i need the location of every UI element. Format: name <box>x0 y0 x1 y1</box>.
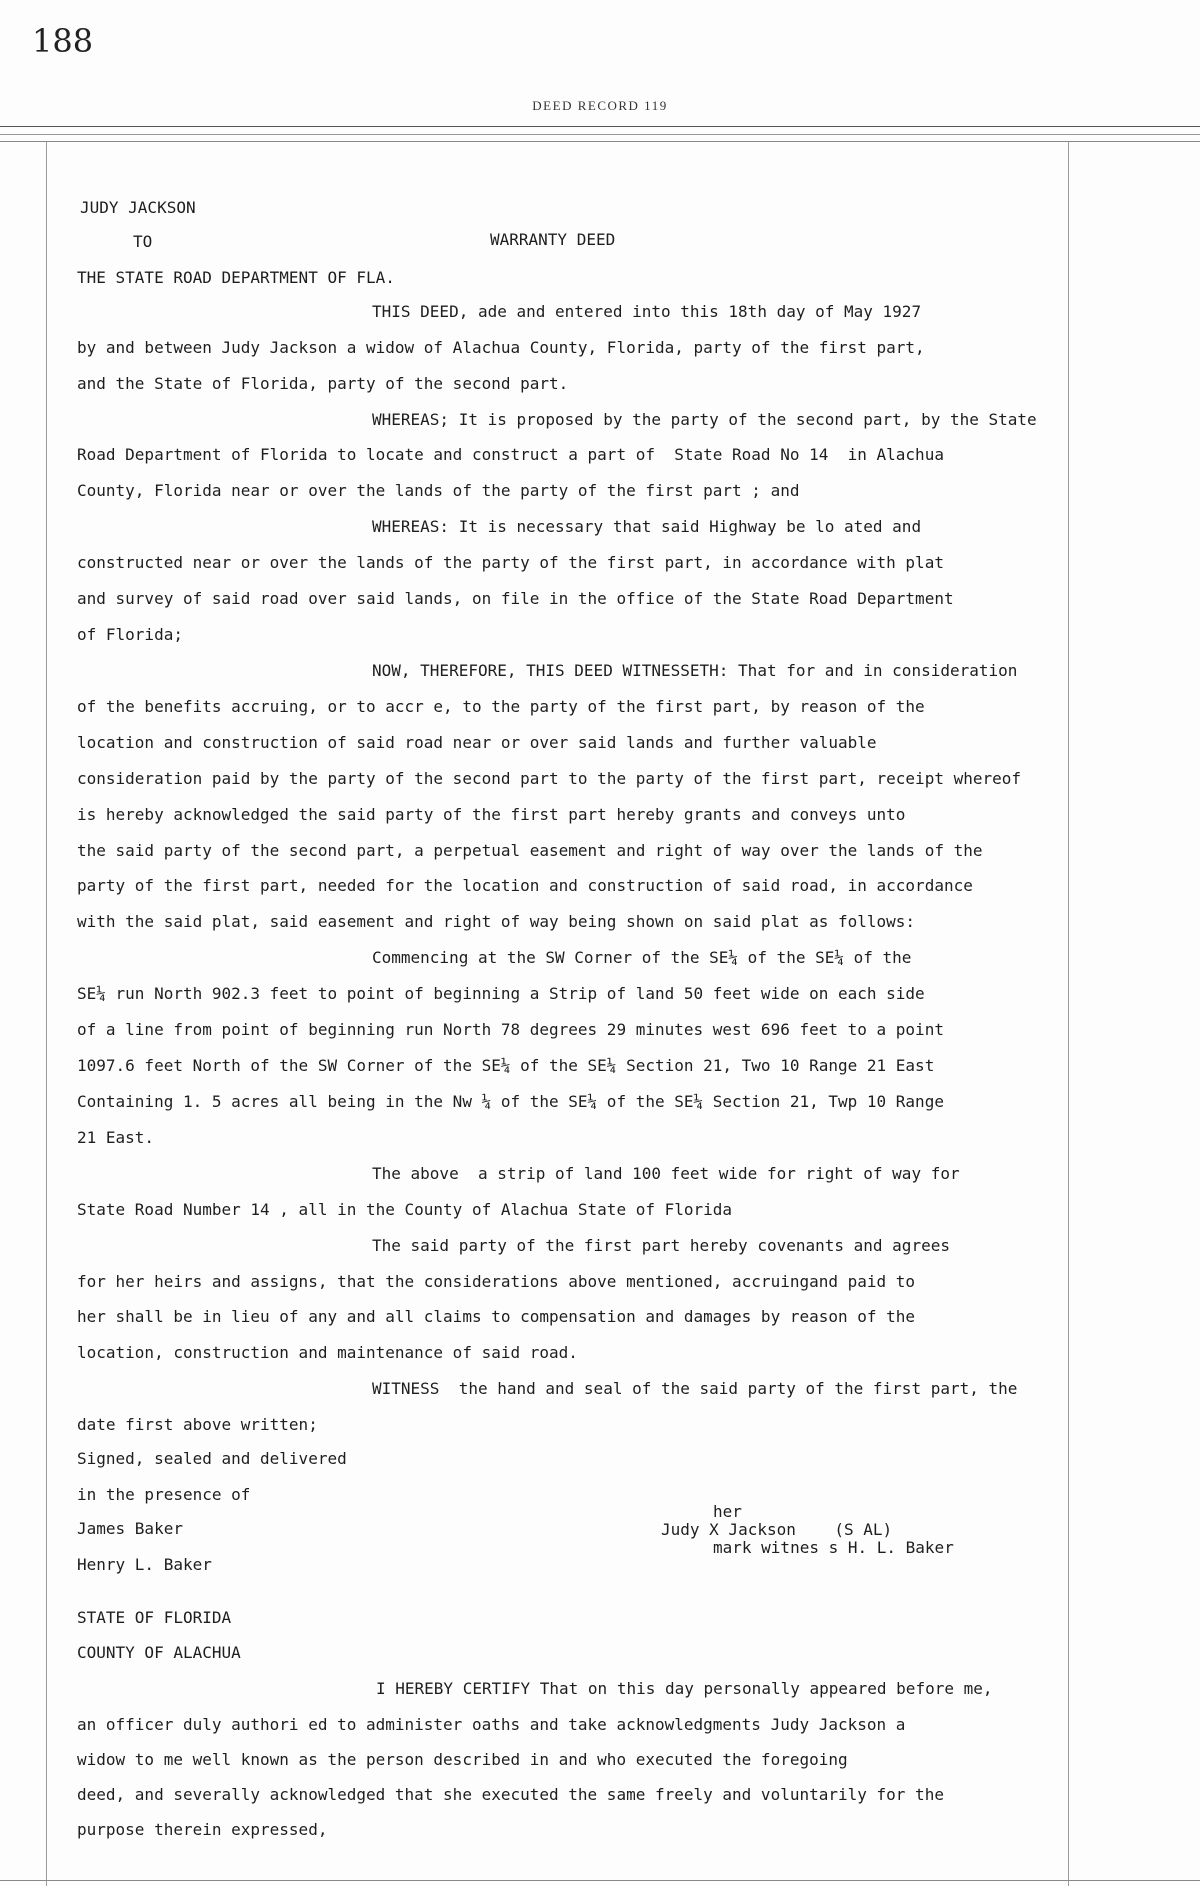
deed-line: and survey of said road over said lands, on file in the office of the State Road Department <box>77 589 954 608</box>
deed-line: consideration paid by the party of the second part to the party of the first part, receipt whereof <box>77 769 1022 788</box>
ack-line: an officer duly authori ed to administer oaths and take acknowledgments Judy Jackson a <box>77 1715 906 1734</box>
header-rule <box>0 141 1200 142</box>
deed-line: in the presence of <box>77 1485 251 1504</box>
deed-line: for her heirs and assigns, that the considerations above mentioned, accruingand paid to <box>77 1272 916 1291</box>
header-rule <box>0 126 1200 127</box>
deed-line: with the said plat, said easement and right of way being shown on said plat as follows: <box>77 912 916 931</box>
deed-line: and the State of Florida, party of the second part. <box>77 374 569 393</box>
deed-line: her shall be in lieu of any and all claims to compensation and damages by reason of the <box>77 1307 916 1326</box>
page-header: DEED RECORD 119 <box>532 98 668 113</box>
deed-line: by and between Judy Jackson a widow of Alachua County, Florida, party of the first part, <box>77 338 925 357</box>
deed-line: WHEREAS: It is necessary that said Highway be lo ated and <box>372 517 922 536</box>
deed-line: is hereby acknowledged the said party of the first part hereby grants and conveys unto <box>77 805 906 824</box>
grantor-name: JUDY JACKSON <box>80 198 196 217</box>
deed-line: Commencing at the SW Corner of the SE¼ of the SE¼ of the <box>372 948 912 967</box>
deed-line: The above a strip of land 100 feet wide for right of way for <box>372 1164 960 1183</box>
deed-title: WARRANTY DEED <box>490 230 616 249</box>
signature-her: her <box>713 1502 742 1521</box>
page-number: 188 <box>32 22 94 60</box>
deed-line: party of the first part, needed for the location and construction of said road, in accordance <box>77 876 973 895</box>
ack-line: widow to me well known as the person described in and who executed the foregoing <box>77 1750 848 1769</box>
deed-line: SE¼ run North 902.3 feet to point of beginning a Strip of land 50 feet wide on each side <box>77 984 925 1003</box>
deed-line: WHEREAS; It is proposed by the party of the second part, by the State <box>372 410 1037 429</box>
deed-line: 1097.6 feet North of the SW Corner of the SE¼ of the SE¼ Section 21, Two 10 Range 21 East <box>77 1056 935 1075</box>
deed-line: of Florida; <box>77 625 183 644</box>
ack-line: I HEREBY CERTIFY That on this day personally appeared before me, <box>376 1679 993 1698</box>
deed-line: constructed near or over the lands of the party of the first part, in accordance with plat <box>77 553 944 572</box>
witness-name: James Baker <box>77 1519 183 1538</box>
deed-line: of the benefits accruing, or to accr e, to the party of the first part, by reason of the <box>77 697 925 716</box>
deed-line: THIS DEED, ade and entered into this 18th day of May 1927 <box>372 302 922 321</box>
ack-line: deed, and severally acknowledged that she executed the same freely and voluntarily for the <box>77 1785 944 1804</box>
deed-line: the said party of the second part, a perpetual easement and right of way over the lands of the <box>77 841 983 860</box>
deed-line: WITNESS the hand and seal of the said party of the first part, the <box>372 1379 1018 1398</box>
ack-line: purpose therein expressed, <box>77 1820 328 1839</box>
signature-mark: mark witnes s H. L. Baker <box>713 1538 954 1557</box>
deed-line: date first above written; <box>77 1415 318 1434</box>
footer-rule <box>0 1880 1200 1881</box>
deed-line: 21 East. <box>77 1128 155 1147</box>
grantee-name: THE STATE ROAD DEPARTMENT OF FLA. <box>77 268 395 287</box>
witness-name: Henry L. Baker <box>77 1555 212 1574</box>
deed-line: The said party of the first part hereby covenants and agrees <box>372 1236 950 1255</box>
signature-name: Judy X Jackson (S AL) <box>661 1520 893 1539</box>
deed-line: location and construction of said road near or over said lands and further valuable <box>77 733 877 752</box>
left-margin-line <box>46 142 47 1886</box>
to-label: TO <box>133 232 153 251</box>
deed-line: NOW, THEREFORE, THIS DEED WITNESSETH: That for and in consideration <box>372 661 1018 680</box>
header-rule <box>0 134 1200 135</box>
deed-line: County, Florida near or over the lands of the party of the first part ; and <box>77 481 800 500</box>
deed-line: Signed, sealed and delivered <box>77 1449 347 1468</box>
deed-line: State Road Number 14 , all in the County of Alachua State of Florida <box>77 1200 733 1219</box>
right-margin-line <box>1068 142 1069 1886</box>
deed-line: Road Department of Florida to locate and construct a part of State Road No 14 in Alachua <box>77 445 944 464</box>
deed-line: location, construction and maintenance of said road. <box>77 1343 578 1362</box>
ack-county: COUNTY OF ALACHUA <box>77 1643 241 1662</box>
ack-state: STATE OF FLORIDA <box>77 1608 232 1627</box>
deed-line: Containing 1. 5 acres all being in the Nw ¼ of the SE¼ of the SE¼ Section 21, Twp 10 Range <box>77 1092 944 1111</box>
deed-line: of a line from point of beginning run North 78 degrees 29 minutes west 696 feet to a point <box>77 1020 944 1039</box>
